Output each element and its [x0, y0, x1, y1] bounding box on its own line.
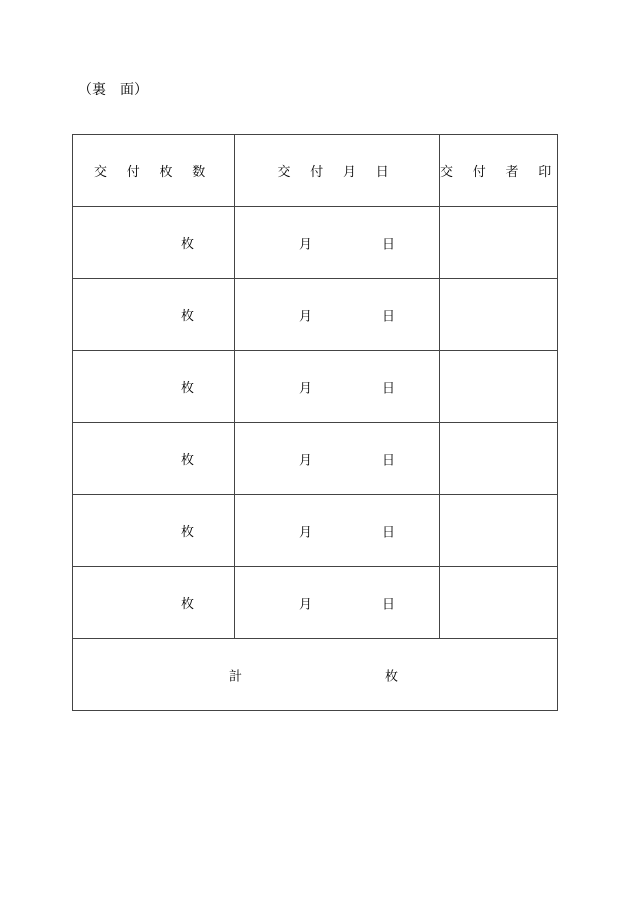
issue-date-cell[interactable] — [235, 351, 440, 423]
total-unit-label: 枚 — [385, 669, 399, 684]
issued-count-cell[interactable] — [73, 351, 235, 423]
total-row — [73, 639, 558, 711]
day-unit-label: 日 — [382, 597, 396, 612]
day-unit-label: 日 — [382, 453, 396, 468]
month-unit-label: 月 — [299, 597, 313, 612]
month-unit-label: 月 — [299, 237, 313, 252]
day-unit-label: 日 — [382, 309, 396, 324]
count-unit-label: 枚 — [180, 237, 194, 252]
issuer-seal-cell[interactable] — [440, 279, 558, 351]
header-issued-count: 交 付 枚 数 — [73, 135, 235, 207]
issue-date-cell[interactable] — [235, 423, 440, 495]
table-header-row — [73, 135, 558, 207]
day-unit-label: 日 — [382, 525, 396, 540]
issue-date-cell[interactable] — [235, 495, 440, 567]
issue-date-cell[interactable] — [235, 279, 440, 351]
day-unit-label: 日 — [382, 237, 396, 252]
page-side-label: （裏 面） — [78, 82, 148, 98]
issue-date-cell[interactable] — [235, 567, 440, 639]
total-cell[interactable] — [73, 639, 558, 711]
table-row — [73, 351, 558, 423]
issuer-seal-cell[interactable] — [440, 495, 558, 567]
issue-date-cell[interactable] — [235, 207, 440, 279]
count-unit-label: 枚 — [180, 453, 194, 468]
issuer-seal-cell[interactable] — [440, 351, 558, 423]
issued-count-cell[interactable] — [73, 279, 235, 351]
total-label: 計 — [229, 669, 243, 684]
month-unit-label: 月 — [299, 381, 313, 396]
issuance-ledger-table — [72, 134, 558, 711]
issued-count-cell[interactable] — [73, 567, 235, 639]
count-unit-label: 枚 — [180, 525, 194, 540]
count-unit-label: 枚 — [180, 597, 194, 612]
table-row — [73, 423, 558, 495]
month-unit-label: 月 — [299, 453, 313, 468]
header-issuer-seal: 交 付 者 印 — [440, 135, 558, 207]
day-unit-label: 日 — [382, 381, 396, 396]
issued-count-cell[interactable] — [73, 495, 235, 567]
table-row — [73, 207, 558, 279]
issuer-seal-cell[interactable] — [440, 207, 558, 279]
header-issue-date: 交 付 月 日 — [235, 135, 440, 207]
table-row — [73, 495, 558, 567]
table-row — [73, 279, 558, 351]
issuer-seal-cell[interactable] — [440, 423, 558, 495]
month-unit-label: 月 — [299, 525, 313, 540]
month-unit-label: 月 — [299, 309, 313, 324]
issued-count-cell[interactable] — [73, 207, 235, 279]
count-unit-label: 枚 — [180, 309, 194, 324]
issuer-seal-cell[interactable] — [440, 567, 558, 639]
table-row — [73, 567, 558, 639]
count-unit-label: 枚 — [180, 381, 194, 396]
issued-count-cell[interactable] — [73, 423, 235, 495]
